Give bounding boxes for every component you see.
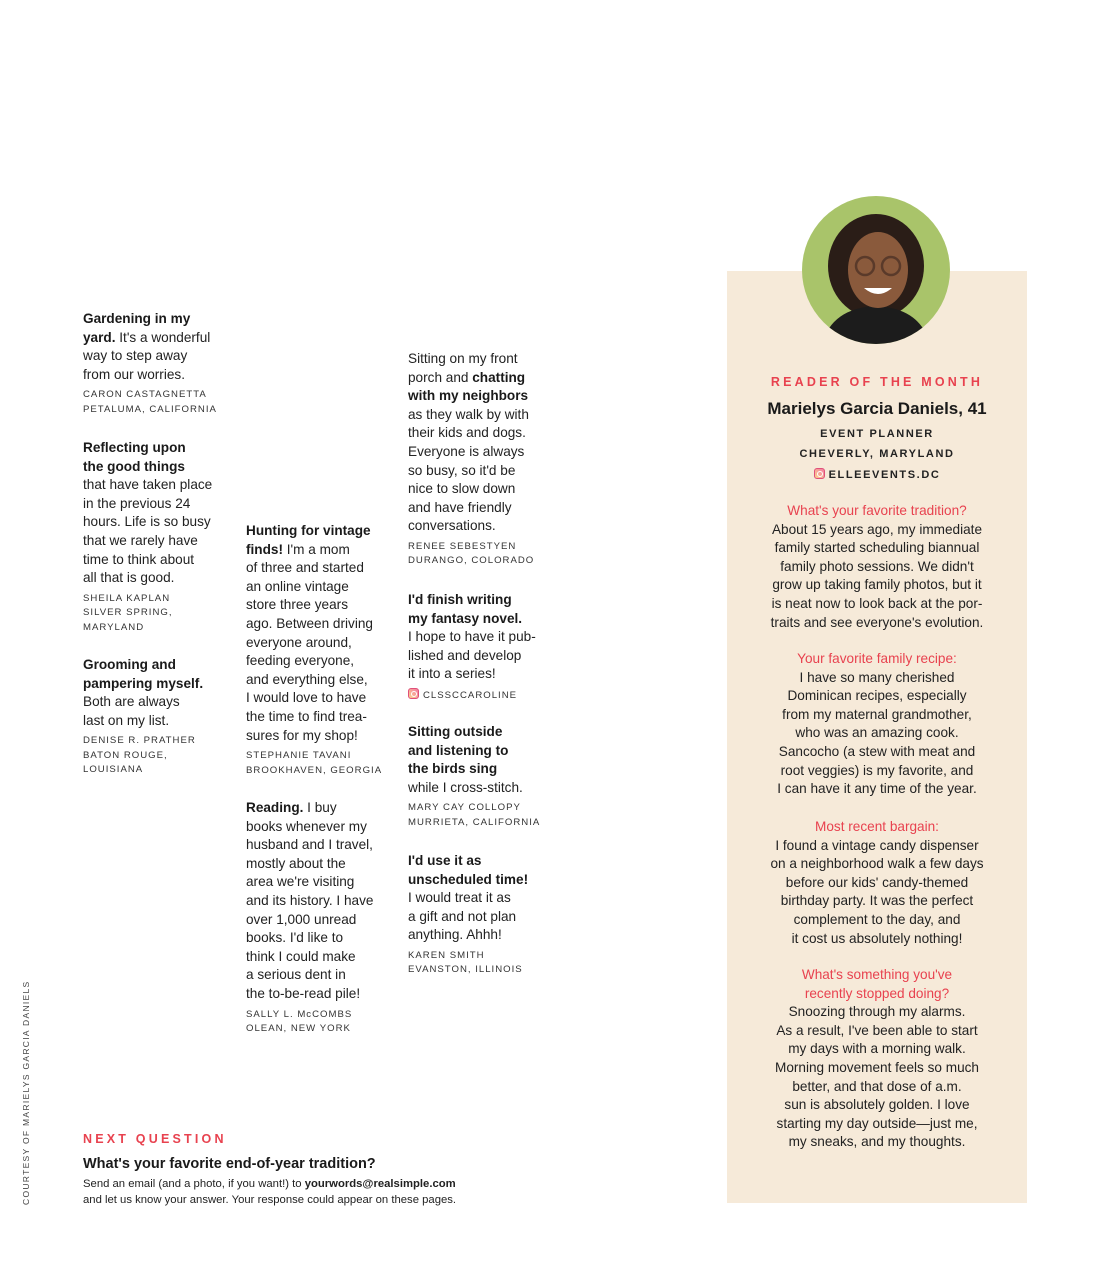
response-entry: [246, 522, 396, 778]
response-signature: [408, 949, 558, 978]
response-signature: [83, 388, 233, 417]
qa-answer: Snoozing through my alarms. As a result, I've been able to start my days with a morning walk. Morning movement feels so much better, and that dose of a.m. sun is absolutely golden. I love starting my day outside—just me, my sneaks, and my thoughts.: [775, 1004, 979, 1150]
qa-question: Most recent bargain:: [815, 819, 939, 834]
response-text: It's a wonderful way to step away from our worries.: [83, 329, 211, 382]
response-text: as they walk by with their kids and dogs. Everyone is always so busy, so it'd be nice to slow down and have friendly conversations.: [408, 406, 529, 534]
qa-answer: I found a vintage candy dispenser on a neighborhood walk a few days before our kids' candy-themed birthday party. It was the perfect complement to the day, and it cost us absolutely nothing!: [770, 837, 984, 946]
response-signature: [408, 688, 558, 704]
response-signature: [408, 540, 558, 569]
response-lead: Hunting for vintage finds!: [246, 523, 371, 557]
response-text: Both are always last on my list.: [83, 694, 180, 728]
reader-job: EVENT PLANNER: [820, 428, 934, 440]
response-entry: [246, 799, 396, 1037]
response-lead: Reading.: [246, 800, 304, 815]
response-signature: [83, 734, 233, 778]
reader-name: Marielys Garcia Daniels, 41: [767, 399, 987, 418]
response-entry: [408, 852, 558, 978]
response-entry: [408, 350, 558, 569]
qa-item: [727, 966, 1027, 1152]
qa-answer: About 15 years ago, my immediate family started scheduling biannual family photo sessions. We didn't grow up taking family photos, but it is neat now to look back at the por- traits and see everyone's evolution.: [770, 521, 984, 630]
signature-text: STEPHANIE TAVANI BROOKHAVEN, GEORGIA: [246, 750, 383, 776]
instagram-icon: [814, 468, 825, 479]
response-lead: Reflecting upon the good things: [83, 440, 186, 474]
reader-kicker: READER OF THE MONTH: [770, 375, 984, 389]
response-text: Sitting on my front porch and: [408, 351, 518, 385]
response-lead: I'd finish writing my fantasy novel.: [408, 592, 523, 626]
response-signature: [408, 801, 558, 830]
next-question-instructions: [83, 1176, 543, 1208]
instructions-text-2: and let us know your answer. Your response could appear on these pages.: [83, 1194, 457, 1206]
signature-text: MARY CAY COLLOPY MURRIETA, CALIFORNIA: [408, 802, 541, 828]
response-entry: [408, 591, 558, 703]
response-text: that have taken place in the previous 24 hours. Life is so busy that we rarely have time to think about all that is good.: [83, 477, 213, 586]
response-lead: chatting with my neighbors: [408, 369, 529, 404]
qa-item: [727, 502, 1027, 632]
response-lead: I'd use it as unscheduled time!: [408, 853, 529, 887]
response-lead: Gardening in my yard.: [83, 311, 191, 345]
qa-answer: I have so many cherished Dominican recipes, especially from my maternal grandmother, who was an amazing cook. Sancocho (a stew with meat and root veggies) is my favorite, and I can have it any time of the year.: [777, 669, 977, 797]
signature-text: SALLY L. McCOMBS OLEAN, NEW YORK: [246, 1008, 353, 1035]
photo-credit: COURTESY OF MARIELYS GARCIA DANIELS: [21, 980, 31, 1205]
response-text: I hope to have it pub- lished and develop it into a series!: [408, 629, 536, 682]
next-question-title: What's your favorite end-of-year tradition?: [83, 1156, 376, 1172]
response-signature: [246, 1008, 396, 1037]
response-text: I'm a mom of three and started an online vintage store three years ago. Between driving everyone around, feeding everyone, and everything else, I would love to have the time to find trea- sures for my shop!: [246, 541, 373, 743]
email-link[interactable]: yourwords@realsimple.com: [304, 1178, 456, 1190]
signature-text: CARON CASTAGNETTA PETALUMA, CALIFORNIA: [83, 389, 217, 415]
response-text: I would treat it as a gift and not plan anything. Ahhh!: [408, 890, 517, 943]
response-text: I buy books whenever my husband and I travel, mostly about the area we're visiting and its history. I have over 1,000 unread books. I'd like to think I could make a serious dent in the to-be-read pile!: [246, 800, 374, 1001]
signature-text: DENISE R. PRATHER BATON ROUGE, LOUISIANA: [83, 735, 196, 776]
response-entry: [83, 310, 233, 417]
response-entry: [83, 439, 233, 635]
reader-handle: ELLEEVENTS.DC: [828, 469, 941, 481]
next-question-kicker: NEXT QUESTION: [83, 1132, 227, 1146]
response-signature: [246, 749, 396, 778]
signature-text: CLSSCCAROLINE: [423, 689, 518, 701]
qa-question: What's your favorite tradition?: [787, 503, 967, 518]
response-entry: [83, 656, 233, 778]
instagram-icon: [408, 688, 419, 699]
reader-portrait: [802, 196, 950, 344]
reader-location: CHEVERLY, MARYLAND: [799, 448, 955, 460]
response-entry: [408, 723, 558, 830]
instructions-text: Send an email (and a photo, if you want!) to: [83, 1178, 305, 1190]
signature-text: SHEILA KAPLAN SILVER SPRING, MARYLAND: [83, 592, 173, 633]
qa-item: [727, 818, 1027, 948]
signature-text: KAREN SMITH EVANSTON, ILLINOIS: [408, 949, 523, 976]
response-text: while I cross-stitch.: [408, 779, 523, 795]
signature-text: RENEE SEBESTYEN DURANGO, COLORADO: [408, 540, 535, 567]
qa-question: What's something you've recently stopped doing?: [801, 967, 953, 1001]
response-lead: Sitting outside and listening to the birds sing: [408, 724, 509, 777]
qa-item: [727, 650, 1027, 799]
response-signature: [83, 592, 233, 636]
response-lead: Grooming and pampering myself.: [83, 657, 204, 691]
qa-question: Your favorite family recipe:: [797, 651, 957, 666]
reader-instagram[interactable]: [727, 468, 1027, 481]
